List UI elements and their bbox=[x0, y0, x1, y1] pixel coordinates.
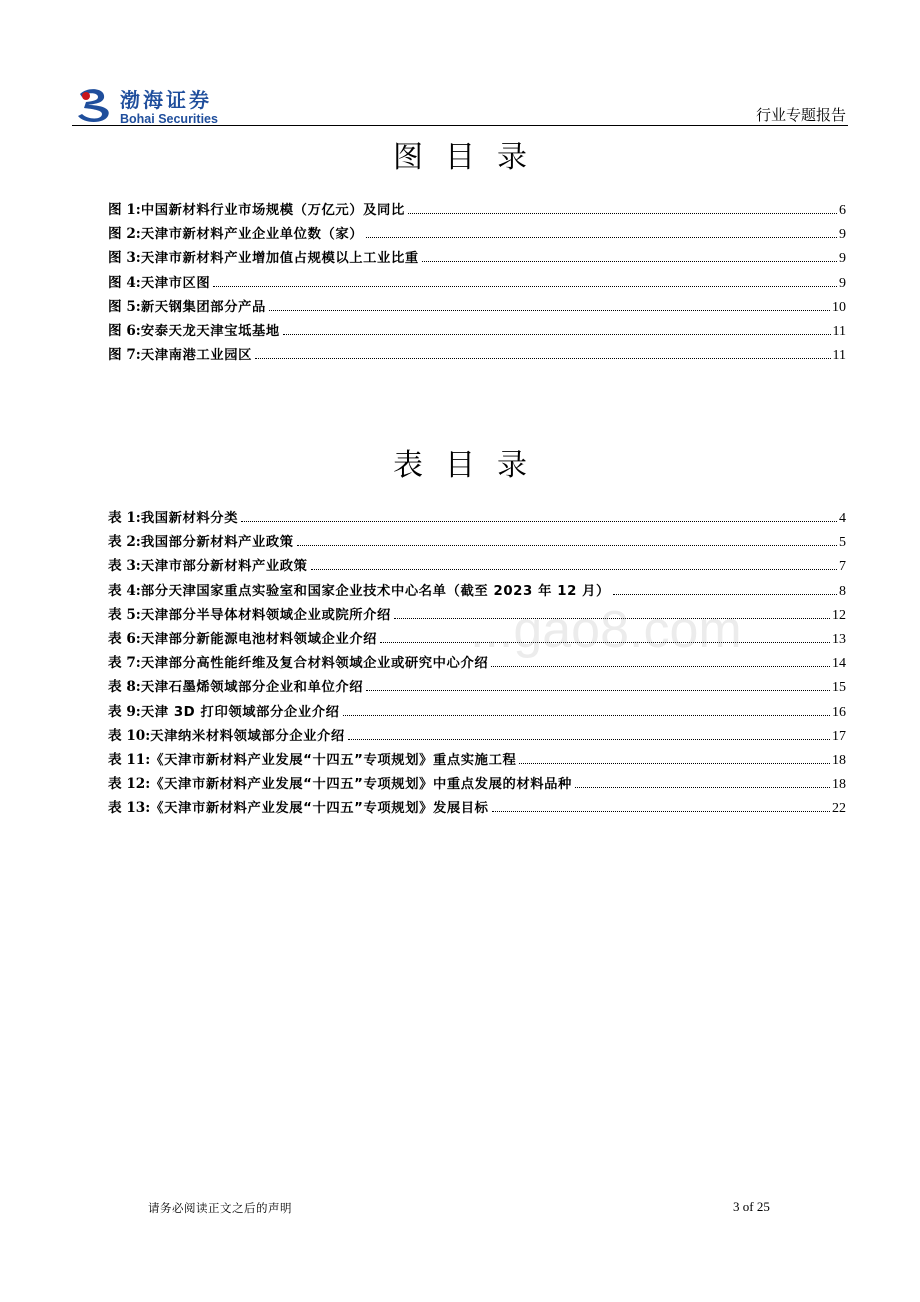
toc-entry-title: 天津部分新能源电池材料领域企业介绍 bbox=[140, 631, 378, 647]
toc-entry-label: 表 2: bbox=[108, 534, 141, 551]
toc-dot-leader bbox=[297, 545, 837, 546]
table-toc-entry[interactable] bbox=[108, 506, 846, 530]
bohai-logo-icon bbox=[76, 86, 114, 124]
toc-dot-leader bbox=[283, 334, 831, 335]
toc-entry-page-number: 16 bbox=[832, 704, 846, 720]
toc-entry-page-number: 18 bbox=[832, 752, 846, 768]
toc-dot-leader bbox=[255, 358, 831, 359]
tables-section-title: 表目录 bbox=[393, 448, 549, 483]
table-toc-entry[interactable] bbox=[108, 530, 846, 554]
toc-entry-label: 图 3: bbox=[108, 250, 141, 267]
toc-dot-leader bbox=[241, 521, 837, 522]
toc-entry-page-number: 9 bbox=[839, 227, 846, 243]
toc-entry-page-number: 10 bbox=[832, 299, 846, 315]
figure-toc-entry[interactable] bbox=[108, 319, 846, 343]
logo-english-name: Bohai Securities bbox=[120, 112, 218, 126]
table-toc-entry[interactable] bbox=[108, 748, 846, 772]
toc-entry-page-number: 11 bbox=[832, 348, 846, 364]
toc-entry-page-number: 6 bbox=[839, 203, 846, 218]
figure-toc-entry[interactable] bbox=[108, 246, 846, 270]
figure-toc-entry[interactable] bbox=[108, 295, 846, 319]
logo-chinese-name: 渤海证券 bbox=[120, 88, 212, 112]
table-toc-entry[interactable] bbox=[108, 700, 846, 724]
toc-entry-label: 图 1: bbox=[108, 202, 141, 218]
toc-entry-page-number: 9 bbox=[839, 275, 846, 291]
footer-page-indicator: 3 of 25 bbox=[733, 1199, 770, 1214]
table-toc-entry[interactable] bbox=[108, 603, 846, 627]
toc-entry-label: 表 1: bbox=[108, 510, 141, 526]
toc-dot-leader bbox=[366, 237, 837, 238]
toc-entry-title: 天津市新材料产业增加值占规模以上工业比重 bbox=[140, 251, 419, 267]
toc-entry-title: 天津市部分新材料产业政策 bbox=[140, 559, 308, 575]
toc-dot-leader bbox=[380, 642, 830, 643]
toc-entry-page-number: 5 bbox=[839, 535, 846, 551]
toc-entry-title: 天津纳米材料领域部分企业介绍 bbox=[150, 728, 345, 744]
bohai-securities-logo bbox=[76, 84, 266, 128]
toc-dot-leader bbox=[575, 787, 830, 788]
toc-entry-label: 表 12: bbox=[108, 776, 151, 793]
toc-dot-leader bbox=[491, 666, 830, 667]
watermark: ...gao8.com bbox=[470, 601, 742, 659]
toc-entry-title: 天津部分高性能纤维及复合材料领域企业或研究中心介绍 bbox=[140, 656, 489, 672]
toc-entry-title: 《天津市新材料产业发展“十四五”专项规划》发展目标 bbox=[150, 801, 489, 817]
table-toc-entry[interactable] bbox=[108, 796, 846, 820]
toc-entry-page-number: 11 bbox=[832, 323, 846, 339]
toc-entry-title: 《天津市新材料产业发展“十四五”专项规划》中重点发展的材料品种 bbox=[150, 777, 572, 793]
toc-entry-page-number: 17 bbox=[832, 728, 846, 744]
toc-entry-label: 表 10: bbox=[108, 727, 151, 744]
toc-entry-page-number: 4 bbox=[839, 511, 846, 526]
toc-entry-title: 天津石墨烯领域部分企业和单位介绍 bbox=[140, 680, 364, 696]
toc-entry-label: 表 5: bbox=[108, 606, 141, 623]
toc-entry-title: 我国新材料分类 bbox=[140, 511, 239, 526]
table-toc-entry[interactable] bbox=[108, 724, 846, 748]
toc-entry-page-number: 7 bbox=[839, 559, 846, 575]
toc-entry-page-number: 9 bbox=[839, 251, 846, 267]
toc-entry-title: 天津部分半导体材料领域企业或院所介绍 bbox=[140, 607, 391, 623]
toc-entry-label: 图 4: bbox=[108, 274, 141, 291]
toc-dot-leader bbox=[213, 286, 837, 287]
page-header bbox=[72, 80, 848, 128]
figure-toc-entry[interactable] bbox=[108, 198, 846, 222]
toc-entry-page-number: 14 bbox=[832, 656, 846, 672]
toc-dot-leader bbox=[422, 261, 837, 262]
toc-entry-label: 表 6: bbox=[108, 630, 141, 647]
toc-dot-leader bbox=[366, 690, 830, 691]
toc-entry-label: 表 7: bbox=[108, 655, 141, 672]
toc-entry-label: 表 13: bbox=[108, 800, 151, 817]
toc-entry-title: 天津市区图 bbox=[140, 275, 211, 291]
header-divider bbox=[72, 125, 848, 126]
table-toc-entry[interactable] bbox=[108, 772, 846, 796]
toc-entry-page-number: 22 bbox=[832, 801, 846, 817]
toc-entry-label: 表 11: bbox=[108, 751, 151, 768]
toc-entry-page-number: 12 bbox=[832, 607, 846, 623]
toc-entry-label: 表 3: bbox=[108, 558, 141, 575]
figures-section-title: 图目录 bbox=[393, 140, 549, 175]
toc-dot-leader bbox=[492, 811, 830, 812]
table-toc-entry[interactable] bbox=[108, 554, 846, 578]
toc-dot-leader bbox=[343, 715, 830, 716]
toc-entry-page-number: 8 bbox=[839, 583, 846, 599]
toc-entry-title: 中国新材料行业市场规模（万亿元）及同比 bbox=[140, 203, 405, 218]
toc-entry-title: 安泰天龙天津宝坻基地 bbox=[140, 323, 280, 339]
toc-entry-label: 表 8: bbox=[108, 679, 141, 696]
figure-toc-entry[interactable] bbox=[108, 271, 846, 295]
toc-entry-title: 《天津市新材料产业发展“十四五”专项规划》重点实施工程 bbox=[150, 752, 517, 768]
toc-entry-page-number: 15 bbox=[832, 680, 846, 696]
tables-toc-list bbox=[108, 506, 846, 820]
toc-dot-leader bbox=[311, 569, 837, 570]
toc-entry-title: 天津南港工业园区 bbox=[140, 348, 252, 364]
table-toc-entry[interactable] bbox=[108, 651, 846, 675]
toc-entry-title: 我国部分新材料产业政策 bbox=[140, 535, 294, 551]
toc-entry-page-number: 18 bbox=[832, 777, 846, 793]
toc-entry-title: 部分天津国家重点实验室和国家企业技术中心名单（截至 2023 年 12 月） bbox=[140, 583, 610, 599]
toc-entry-title: 天津市新材料产业企业单位数（家） bbox=[140, 227, 364, 243]
toc-entry-label: 表 4: bbox=[108, 582, 141, 599]
toc-entry-page-number: 13 bbox=[832, 631, 846, 647]
toc-entry-label: 图 2: bbox=[108, 226, 141, 243]
table-toc-entry[interactable] bbox=[108, 627, 846, 651]
toc-entry-label: 图 6: bbox=[108, 322, 141, 339]
toc-dot-leader bbox=[408, 213, 837, 214]
table-toc-entry[interactable] bbox=[108, 579, 846, 603]
toc-dot-leader bbox=[394, 618, 830, 619]
toc-dot-leader bbox=[348, 739, 830, 740]
toc-dot-leader bbox=[613, 594, 837, 595]
toc-entry-title: 新天钢集团部分产品 bbox=[140, 299, 266, 315]
table-toc-entry[interactable] bbox=[108, 675, 846, 699]
figure-toc-entry[interactable] bbox=[108, 343, 846, 367]
figures-toc-list bbox=[108, 198, 846, 367]
toc-entry-title: 天津 3D 打印领域部分企业介绍 bbox=[140, 704, 340, 720]
figure-toc-entry[interactable] bbox=[108, 222, 846, 246]
toc-dot-leader bbox=[269, 310, 830, 311]
toc-entry-label: 图 5: bbox=[108, 298, 141, 315]
toc-entry-label: 表 9: bbox=[108, 703, 141, 720]
toc-entry-label: 图 7: bbox=[108, 347, 141, 364]
report-type: 行业专题报告 bbox=[755, 106, 846, 124]
footer-disclaimer: 请务必阅读正文之后的声明 bbox=[148, 1201, 292, 1215]
toc-dot-leader bbox=[519, 763, 830, 764]
